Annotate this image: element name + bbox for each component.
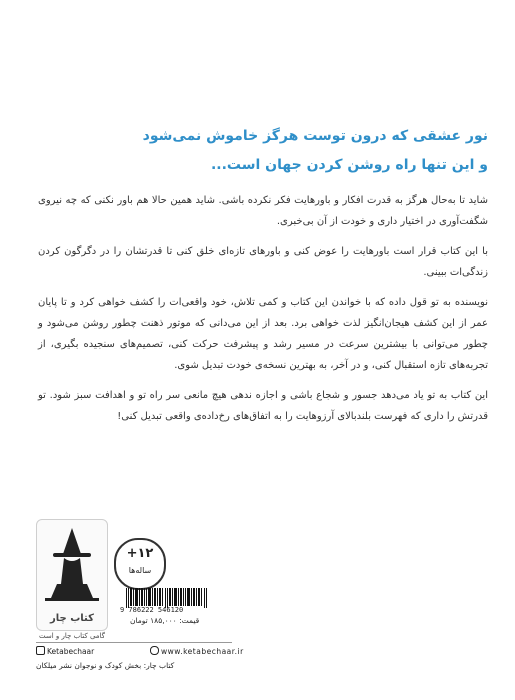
age-rating-badge: [114, 538, 166, 590]
blurb-paragraph-1: شاید تا به‌حال هرگز به قدرت افکار و باورهایت فکر نکرده باشی. شاید همین حالا هم باور نکنی که چه نیروی شگفت‌آوری در اختیار داری و خودت از آن بی‌خبری.: [38, 195, 488, 227]
blurb-text: [38, 190, 488, 436]
publisher-logo: [36, 519, 108, 631]
instagram-text: Ketabechaar: [47, 647, 95, 656]
publisher-footer: کتاب چار: بخش کودک و نوجوان نشر میلکان: [36, 661, 175, 670]
age-label: ساله‌ها: [128, 566, 152, 575]
barcode: [126, 588, 208, 608]
tagline-line-1: نور عشقی که درون توست هرگز خاموش نمی‌شود: [142, 128, 488, 144]
website-link[interactable]: [150, 646, 244, 656]
isbn-number: 9 786222 546120: [120, 606, 184, 614]
divider: [36, 642, 232, 643]
blurb-paragraph-2: با این کتاب قرار است باورهایت را عوض کنی و باورهای تازه‌ای خلق کنی تا قدرتشان را در دگرگون کردن زندگی‌ات ببینی.: [38, 246, 488, 278]
tagline-line-2: و این تنها راه روشن کردن جهان است...: [210, 157, 488, 173]
blurb-paragraph-4: این کتاب به تو یاد می‌دهد جسور و شجاع باشی و اجازه ندهی هیچ مانعی سر راه تو و اهدافت سبز شود. تو قدرتش را داری که فهرست بلندبالای آرزوهایت را به اتفاق‌های رخ‌داده‌ی واقعی تبدیل کنی!: [38, 390, 488, 422]
website-text: www.ketabechaar.ir: [161, 647, 244, 656]
logo-label: کتاب چار: [50, 613, 94, 624]
blurb-paragraph-3: نویسنده به تو قول داده که با خواندن این کتاب و کمی تلاش، خود واقعی‌ات را کشف خواهی کرد و تا پایان عمر از این کشف هیجان‌انگیز لذت خواهی برد. بعد از این می‌دانی که موتور ذهنت چطور روشن می‌شود و چطور می‌توانی با بیشترین سرعت در مسیر رشد و پیشرفت حرکت کنی، تصمیم‌های سنجیده بگیری، از تجربه‌های تازه استقبال کنی، و در آخر، به بهترین نسخه‌ی خودت تبدیل شوی.: [38, 297, 488, 371]
age-number: +۱۲: [126, 546, 154, 561]
globe-icon: [150, 646, 159, 655]
witch-silhouette-icon: [37, 524, 107, 614]
instagram-handle[interactable]: [36, 646, 94, 656]
instagram-icon: [36, 646, 45, 655]
price-label: قیمت: ۱۸۵,۰۰۰ تومان: [130, 616, 200, 625]
logo-subtitle: گامی کتاب چار و است: [38, 632, 106, 640]
